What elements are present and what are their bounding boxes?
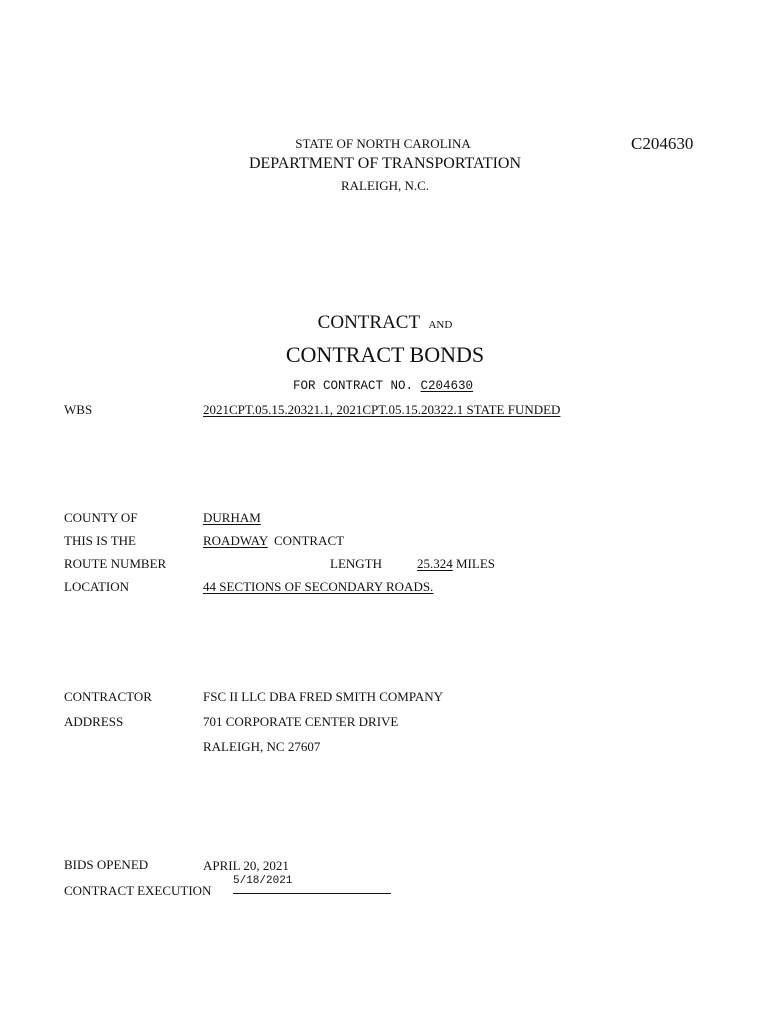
contract-type-line <box>203 533 344 549</box>
contract-execution-value: 5/18/2021 <box>233 875 293 887</box>
address-label: ADDRESS <box>64 714 124 729</box>
length-label: LENGTH <box>330 556 382 571</box>
state-name: STATE OF NORTH CAROLINA <box>295 136 471 151</box>
wbs-label: WBS <box>64 402 93 417</box>
contract-title-line <box>0 312 770 334</box>
contract-execution-label: CONTRACT EXECUTION <box>64 883 212 898</box>
wbs-value: 2021CPT.05.15.20321.1, 2021CPT.05.15.20322.1 STATE FUNDED <box>203 402 561 417</box>
contractor-name: FSC II LLC DBA FRED SMITH COMPANY <box>203 689 444 704</box>
location-label: LOCATION <box>64 579 129 594</box>
contract-word: CONTRACT <box>317 312 420 333</box>
execution-signature-line <box>233 893 391 894</box>
length-value: 25.324 <box>417 556 453 571</box>
address-line-1: 701 CORPORATE CENTER DRIVE <box>203 714 399 729</box>
and-word: AND <box>428 319 453 331</box>
address-line-2: RALEIGH, NC 27607 <box>203 739 321 754</box>
route-number-label: ROUTE NUMBER <box>64 556 167 571</box>
location-value: 44 SECTIONS OF SECONDARY ROADS. <box>203 579 434 594</box>
length-unit: MILES <box>456 556 495 571</box>
bids-opened-value: APRIL 20, 2021 <box>203 858 289 873</box>
city-name: RALEIGH, N.C. <box>340 178 430 193</box>
county-label: COUNTY OF <box>64 510 138 525</box>
county-value: DURHAM <box>203 510 261 525</box>
length-line <box>417 556 495 572</box>
contract-type-value: ROADWAY <box>203 533 268 548</box>
contract-id-corner: C204630 <box>631 134 694 153</box>
bids-opened-label: BIDS OPENED <box>64 857 149 872</box>
for-contract-label: FOR CONTRACT NO. <box>292 379 413 393</box>
department-name: DEPARTMENT OF TRANSPORTATION <box>248 155 522 172</box>
for-contract-number: C204630 <box>420 379 474 393</box>
contractor-label: CONTRACTOR <box>64 689 152 704</box>
this-is-the-label: THIS IS THE <box>64 533 136 548</box>
contract-type-word: CONTRACT <box>274 533 345 548</box>
for-contract-line <box>0 379 768 393</box>
contract-bonds-title: CONTRACT BONDS <box>285 342 485 367</box>
